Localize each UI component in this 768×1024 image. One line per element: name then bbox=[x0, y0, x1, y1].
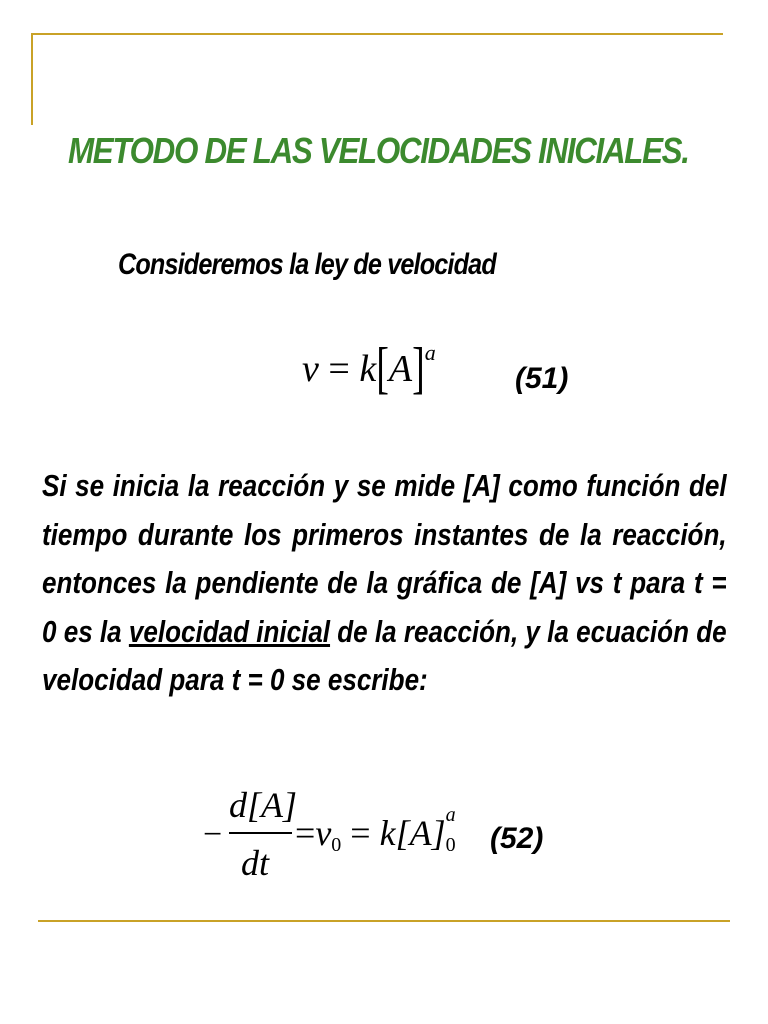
eq52-rhs bbox=[295, 804, 458, 856]
paragraph-underlined-term: velocidad inicial bbox=[128, 613, 331, 649]
left-rule bbox=[31, 33, 33, 125]
slide-title: METODO DE LAS VELOCIDADES INICIALES. bbox=[68, 130, 689, 171]
eq52-denominator: dt bbox=[241, 843, 270, 883]
eq51-left-bracket: [ bbox=[376, 337, 389, 401]
eq51-equals: = bbox=[328, 348, 350, 390]
eq52-fraction-bar bbox=[229, 832, 292, 834]
equation-51-label: (51) bbox=[515, 362, 569, 395]
eq52-v: v bbox=[315, 813, 332, 853]
eq52-exponent: a bbox=[445, 804, 456, 826]
equation-52 bbox=[203, 782, 483, 902]
eq52-numerator: d[A] bbox=[229, 785, 298, 825]
eq51-right-bracket: ] bbox=[412, 337, 425, 401]
bottom-rule bbox=[38, 920, 730, 922]
body-paragraph bbox=[42, 462, 727, 705]
eq52-subscript: 0 bbox=[445, 834, 456, 856]
eq51-species: A bbox=[388, 348, 413, 390]
intro-text: Consideremos la ley de velocidad bbox=[118, 248, 496, 281]
equation-51 bbox=[302, 337, 436, 401]
eq52-species: [A] bbox=[395, 813, 446, 853]
eq52-k: k bbox=[379, 813, 396, 853]
eq52-equals-1: = bbox=[295, 813, 316, 853]
eq52-v-subscript: 0 bbox=[331, 834, 342, 856]
eq52-equals-2: = bbox=[350, 813, 371, 853]
paragraph-text-after: de la reacción, y la ecuación de velocidad para t = 0 se escribe: bbox=[42, 613, 727, 697]
eq51-k: k bbox=[359, 348, 377, 390]
top-rule bbox=[31, 33, 723, 35]
paragraph-text-before: Si se inicia la reacción y se mide [A] como función del tiempo durante los primeros instantes de la reacción, entonces la pendiente de la gráfica de [A] vs t para t = 0 es la bbox=[42, 468, 727, 649]
eq51-exponent: a bbox=[424, 340, 436, 365]
eq52-sup-sub bbox=[445, 804, 458, 856]
eq51-lhs: v bbox=[302, 348, 319, 390]
equation-52-label: (52) bbox=[490, 822, 544, 855]
eq52-minus: − bbox=[203, 816, 223, 853]
